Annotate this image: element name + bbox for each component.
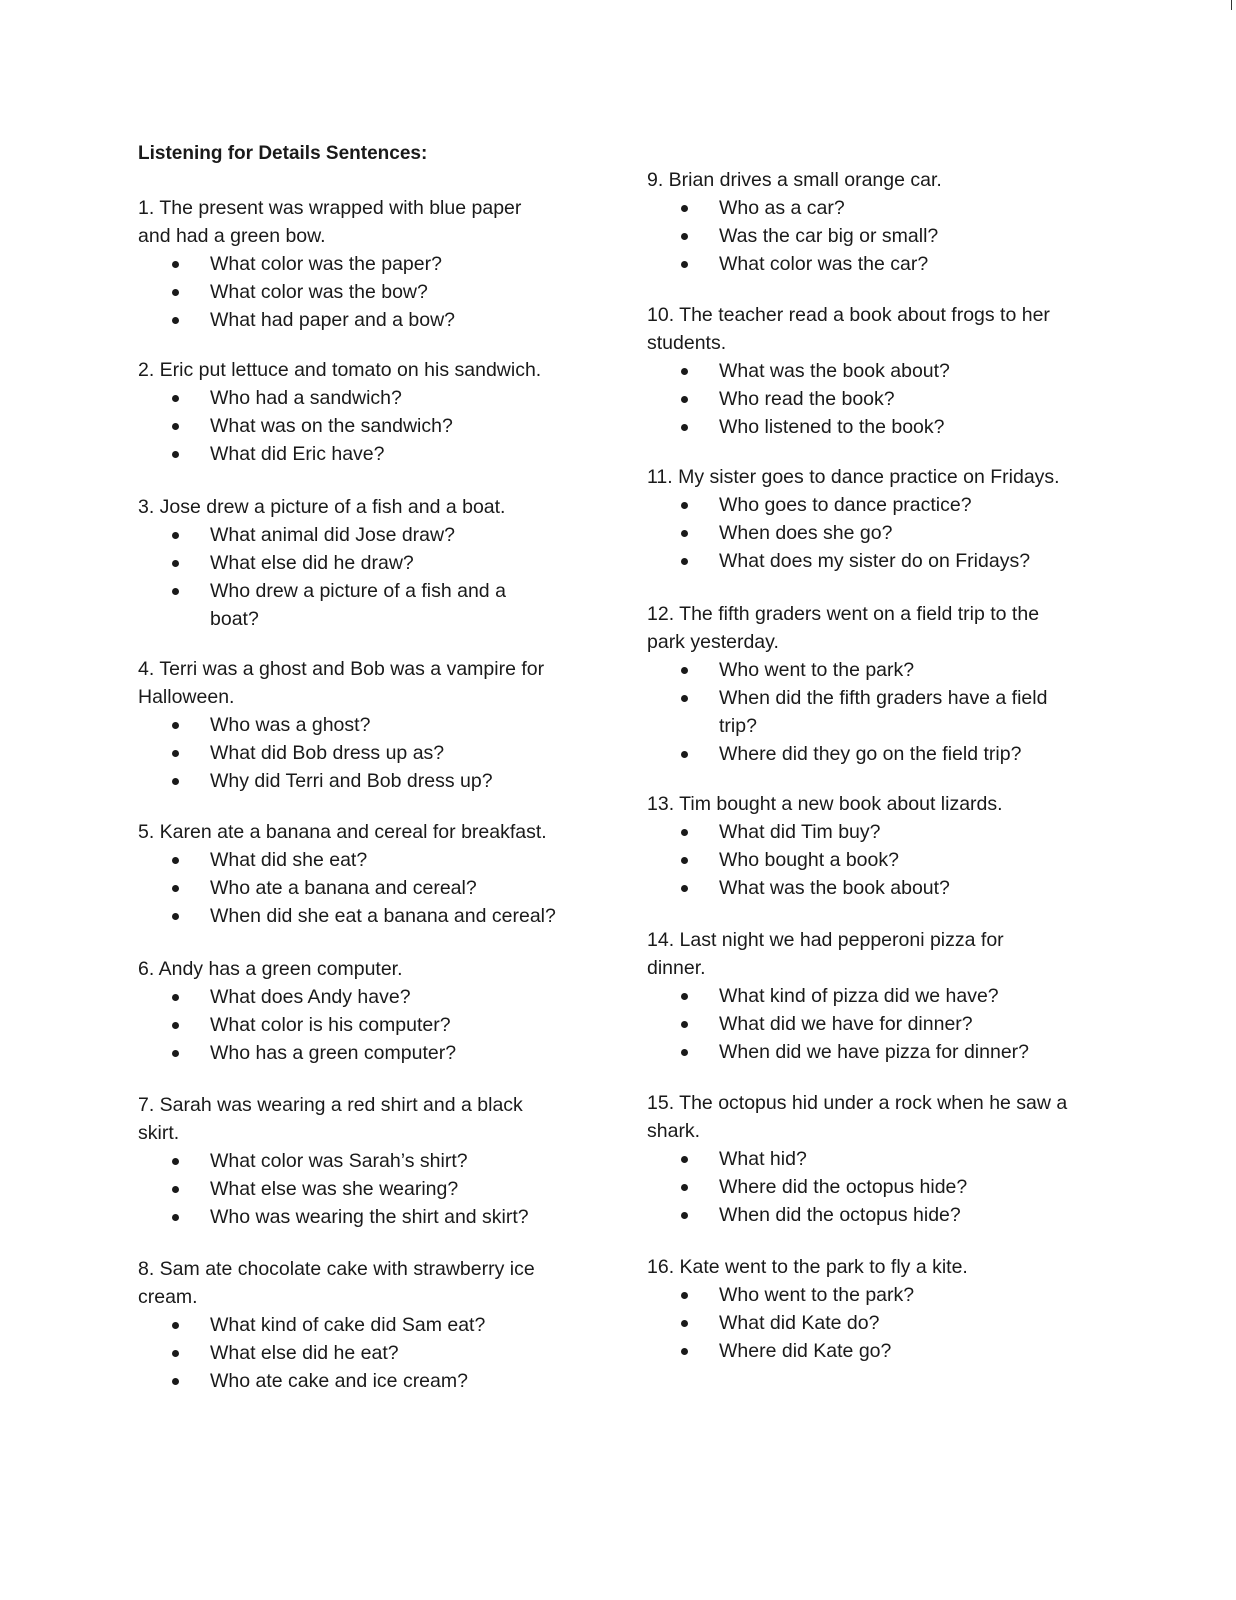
question-item (647, 684, 1077, 740)
item-sentence: 15. The octopus hid under a rock when he saw a shark. (647, 1092, 1068, 1142)
item-7 (138, 1091, 548, 1231)
item-sentence: 2. Eric put lettuce and tomato on his sandwich. (138, 359, 542, 381)
question-item (647, 250, 1097, 278)
question-item (138, 1039, 588, 1067)
bullet-icon (681, 829, 688, 836)
item-sentence: 3. Jose drew a picture of a fish and a boat. (138, 496, 506, 518)
question-item (138, 1203, 588, 1231)
bullet-icon (681, 667, 688, 674)
question-text: What did Kate do? (719, 1312, 880, 1334)
question-text: What animal did Jose draw? (210, 524, 455, 546)
bullet-icon (681, 1021, 688, 1028)
item-11 (647, 463, 1107, 575)
question-text: Who as a car? (719, 197, 845, 219)
question-item (138, 767, 568, 795)
item-10 (647, 301, 1077, 441)
question-text: What did Bob dress up as? (210, 742, 445, 764)
question-item (138, 250, 558, 278)
item-14 (647, 926, 1057, 1066)
item-6 (138, 955, 588, 1067)
question-item (647, 740, 1077, 768)
bullet-icon (681, 396, 688, 403)
item-15 (647, 1089, 1087, 1229)
bullet-icon (172, 1214, 179, 1221)
bullet-icon (172, 560, 179, 567)
item-13 (647, 790, 1097, 902)
bullet-icon (172, 588, 179, 595)
bullet-icon (681, 1348, 688, 1355)
question-item (647, 1145, 1087, 1173)
bullet-icon (172, 261, 179, 268)
question-item (138, 306, 558, 334)
question-text: What else was she wearing? (210, 1178, 459, 1200)
question-text: What had paper and a bow? (210, 309, 456, 331)
bullet-icon (681, 558, 688, 565)
bullet-icon (681, 751, 688, 758)
item-sentence: 1. The present was wrapped with blue paper and had a green bow. (138, 197, 522, 247)
question-item (647, 874, 1097, 902)
item-16 (647, 1253, 1097, 1365)
bullet-icon (172, 1322, 179, 1329)
bullet-icon (172, 913, 179, 920)
question-text: What was the book about? (719, 877, 950, 899)
question-text: Who ate a banana and cereal? (210, 877, 477, 899)
question-text: Who had a sandwich? (210, 387, 402, 409)
question-item (138, 846, 588, 874)
question-text: What else did he draw? (210, 552, 414, 574)
item-3 (138, 493, 588, 633)
bullet-icon (681, 424, 688, 431)
item-sentence: 8. Sam ate chocolate cake with strawberry ice cream. (138, 1258, 535, 1308)
question-text: What did she eat? (210, 849, 368, 871)
item-1 (138, 194, 558, 334)
question-item (647, 1010, 1097, 1038)
question-item (138, 1311, 568, 1339)
question-text: Who ate cake and ice cream? (210, 1370, 468, 1392)
question-item (138, 384, 588, 412)
question-item (138, 1339, 568, 1367)
item-sentence: 12. The fifth graders went on a field trip to the park yesterday. (647, 603, 1040, 653)
question-list (647, 491, 1107, 575)
question-text: Who went to the park? (719, 1284, 915, 1306)
question-text: What color was the bow? (210, 281, 428, 303)
item-9 (647, 166, 1097, 278)
question-text: What did we have for dinner? (719, 1013, 973, 1035)
question-item (647, 1038, 1097, 1066)
item-sentence: 11. My sister goes to dance practice on Fridays. (647, 466, 1060, 488)
question-text: What was on the sandwich? (210, 415, 453, 437)
question-item (138, 577, 538, 633)
bullet-icon (681, 205, 688, 212)
question-text: Who goes to dance practice? (719, 494, 972, 516)
bullet-icon (681, 233, 688, 240)
question-text: When did the fifth graders have a field trip? (719, 687, 1048, 737)
question-list (138, 711, 568, 795)
question-text: Who listened to the book? (719, 416, 945, 438)
question-item (647, 413, 1077, 441)
question-item (647, 846, 1097, 874)
question-item (138, 874, 588, 902)
question-list (138, 1311, 568, 1395)
question-text: What did Tim buy? (719, 821, 881, 843)
question-item (647, 1337, 1097, 1365)
question-list (138, 983, 588, 1067)
question-text: What does Andy have? (210, 986, 411, 1008)
question-text: Where did they go on the field trip? (719, 743, 1022, 765)
bullet-icon (172, 885, 179, 892)
bullet-icon (172, 722, 179, 729)
question-item (647, 491, 1107, 519)
bullet-icon (172, 532, 179, 539)
question-item (647, 1309, 1097, 1337)
question-text: Who went to the park? (719, 659, 915, 681)
bullet-icon (172, 1158, 179, 1165)
question-text: When does she go? (719, 522, 893, 544)
question-item (647, 818, 1097, 846)
bullet-icon (172, 1350, 179, 1357)
bullet-icon (172, 423, 179, 430)
question-text: What kind of pizza did we have? (719, 985, 999, 1007)
item-12 (647, 600, 1077, 768)
question-item (138, 440, 588, 468)
question-text: What hid? (719, 1148, 807, 1170)
bullet-icon (172, 994, 179, 1001)
question-text: What else did he eat? (210, 1342, 399, 1364)
question-item (647, 1173, 1087, 1201)
bullet-icon (681, 1184, 688, 1191)
bullet-icon (681, 368, 688, 375)
item-sentence: 5. Karen ate a banana and cereal for breakfast. (138, 821, 547, 843)
bullet-icon (681, 695, 688, 702)
question-item (138, 983, 588, 1011)
bullet-icon (172, 289, 179, 296)
question-text: What color was Sarah’s shirt? (210, 1150, 468, 1172)
item-sentence: 9. Brian drives a small orange car. (647, 169, 942, 191)
bullet-icon (681, 1320, 688, 1327)
bullet-icon (681, 1212, 688, 1219)
bullet-icon (681, 530, 688, 537)
bullet-icon (681, 1156, 688, 1163)
bullet-icon (172, 750, 179, 757)
question-text: Who has a green computer? (210, 1042, 457, 1064)
question-text: Who read the book? (719, 388, 895, 410)
question-item (647, 222, 1097, 250)
question-item (647, 357, 1077, 385)
question-text: Who drew a picture of a fish and a boat? (210, 580, 506, 630)
question-list (647, 357, 1077, 441)
question-text: Who bought a book? (719, 849, 899, 871)
question-text: When did she eat a banana and cereal? (210, 905, 556, 927)
question-list (138, 384, 588, 468)
bullet-icon (172, 778, 179, 785)
question-text: What did Eric have? (210, 443, 385, 465)
question-item (138, 549, 538, 577)
question-text: When did we have pizza for dinner? (719, 1041, 1030, 1063)
question-list (647, 1145, 1087, 1229)
question-text: When did the octopus hide? (719, 1204, 961, 1226)
bullet-icon (681, 502, 688, 509)
question-text: What color was the car? (719, 253, 929, 275)
item-2 (138, 356, 588, 468)
bullet-icon (172, 1050, 179, 1057)
question-item (647, 1281, 1097, 1309)
question-text: Why did Terri and Bob dress up? (210, 770, 493, 792)
question-list (647, 656, 1077, 768)
question-list (647, 194, 1097, 278)
question-text: Where did the octopus hide? (719, 1176, 968, 1198)
item-4 (138, 655, 568, 795)
question-list (647, 818, 1097, 902)
question-item (138, 711, 568, 739)
question-text: What color is his computer? (210, 1014, 451, 1036)
question-item (647, 194, 1097, 222)
question-list (138, 250, 558, 334)
question-item (647, 656, 1077, 684)
question-item (138, 278, 558, 306)
bullet-icon (172, 317, 179, 324)
question-item (138, 1367, 568, 1395)
question-list (138, 521, 538, 633)
question-item (138, 739, 568, 767)
question-text: What color was the paper? (210, 253, 442, 275)
item-8 (138, 1255, 568, 1395)
question-text: What kind of cake did Sam eat? (210, 1314, 486, 1336)
question-text: Was the car big or small? (719, 225, 939, 247)
question-item (647, 982, 1097, 1010)
question-text: Who was a ghost? (210, 714, 371, 736)
question-text: What was the book about? (719, 360, 950, 382)
question-text: Where did Kate go? (719, 1340, 892, 1362)
bullet-icon (172, 1186, 179, 1193)
bullet-icon (681, 1292, 688, 1299)
bullet-icon (172, 1022, 179, 1029)
question-item (138, 521, 538, 549)
bullet-icon (172, 857, 179, 864)
scan-mark (1231, 0, 1232, 10)
bullet-icon (172, 451, 179, 458)
bullet-icon (172, 395, 179, 402)
bullet-icon (681, 1049, 688, 1056)
question-list (647, 982, 1097, 1066)
question-item (647, 547, 1107, 575)
question-item (138, 412, 588, 440)
question-list (138, 846, 588, 930)
item-sentence: 14. Last night we had pepperoni pizza for dinner. (647, 929, 1004, 979)
item-sentence: 10. The teacher read a book about frogs to her students. (647, 304, 1050, 354)
item-sentence: 6. Andy has a green computer. (138, 958, 403, 980)
bullet-icon (681, 857, 688, 864)
question-item (647, 519, 1107, 547)
question-list (138, 1147, 588, 1231)
question-item (647, 1201, 1087, 1229)
bullet-icon (172, 1378, 179, 1385)
question-item (138, 1175, 588, 1203)
question-list (647, 1281, 1097, 1365)
bullet-icon (681, 885, 688, 892)
item-sentence: 13. Tim bought a new book about lizards. (647, 793, 1003, 815)
bullet-icon (681, 261, 688, 268)
question-item (138, 1147, 588, 1175)
bullet-icon (681, 993, 688, 1000)
question-item (138, 902, 588, 930)
item-sentence: 16. Kate went to the park to fly a kite. (647, 1256, 968, 1278)
item-5 (138, 818, 588, 930)
question-item (138, 1011, 588, 1039)
item-sentence: 7. Sarah was wearing a red shirt and a black skirt. (138, 1094, 523, 1144)
page-title: Listening for Details Sentences: (138, 143, 428, 164)
question-text: What does my sister do on Fridays? (719, 550, 1031, 572)
item-sentence: 4. Terri was a ghost and Bob was a vampire for Halloween. (138, 658, 545, 708)
question-item (647, 385, 1077, 413)
question-text: Who was wearing the shirt and skirt? (210, 1206, 529, 1228)
